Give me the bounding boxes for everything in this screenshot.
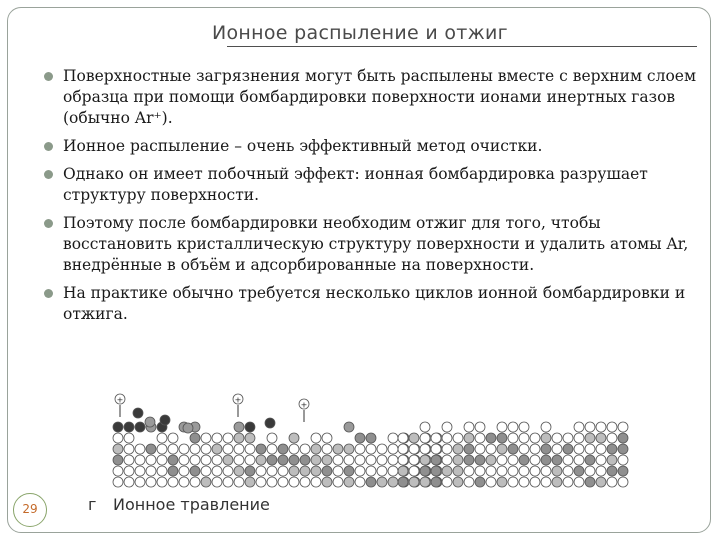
atom	[366, 444, 376, 454]
atom	[508, 477, 518, 487]
atom	[585, 477, 595, 487]
atom	[409, 455, 419, 465]
atom	[607, 477, 617, 487]
atom	[596, 477, 606, 487]
bullet-text: Однако он имеет побочный эффект: ионная бомбардировка разрушает структуру поверхности.	[63, 165, 648, 204]
atom	[135, 455, 145, 465]
atom	[398, 433, 408, 443]
atom	[113, 466, 123, 476]
bullet-icon	[44, 289, 53, 298]
adsorbed-atom	[124, 422, 134, 432]
sputtered-atom	[265, 418, 275, 428]
atom	[442, 444, 452, 454]
atom	[124, 433, 134, 443]
atom	[377, 477, 387, 487]
atom	[124, 455, 134, 465]
atom	[256, 444, 266, 454]
atom	[179, 477, 189, 487]
atom	[442, 455, 452, 465]
bullet-text: Ионное распыление – очень эффективный метод очистки.	[63, 137, 543, 155]
atom	[289, 433, 299, 443]
atom	[409, 477, 419, 487]
atom	[377, 466, 387, 476]
bullet-item	[42, 164, 702, 206]
atom	[409, 433, 419, 443]
atom	[322, 444, 332, 454]
atom	[607, 455, 617, 465]
atom	[212, 455, 222, 465]
atom	[552, 444, 562, 454]
sputtered-atom	[133, 408, 143, 418]
ion-charge-label: +	[116, 395, 124, 405]
atom	[278, 466, 288, 476]
atom	[212, 433, 222, 443]
atom	[355, 444, 365, 454]
atom	[574, 477, 584, 487]
atom	[475, 444, 485, 454]
atom	[245, 433, 255, 443]
atom	[245, 455, 255, 465]
atom	[322, 477, 332, 487]
atom	[541, 444, 551, 454]
atom	[388, 455, 398, 465]
bullet-text: Поэтому после бомбардировки необходим отжиг для того, чтобы восстановить кристаллическую структуру поверхности и удалить атомы Ar, внедрённые в объём и адсорбированные на поверхности.	[63, 214, 689, 274]
atom	[398, 477, 408, 487]
sputtered-atom	[145, 417, 155, 427]
ion-charge-label: +	[234, 395, 242, 405]
atom	[519, 455, 529, 465]
surface-atom	[464, 422, 474, 432]
atom	[344, 444, 354, 454]
surface-atom	[420, 422, 430, 432]
atom	[190, 477, 200, 487]
atom	[157, 455, 167, 465]
atom	[311, 466, 321, 476]
atom	[552, 466, 562, 476]
atom	[530, 466, 540, 476]
atom	[420, 455, 430, 465]
atom	[267, 455, 277, 465]
atom	[420, 444, 430, 454]
atom	[278, 444, 288, 454]
atom	[388, 466, 398, 476]
atom	[519, 466, 529, 476]
atom	[355, 466, 365, 476]
atom	[497, 444, 507, 454]
atom	[574, 444, 584, 454]
atom	[453, 433, 463, 443]
atom	[267, 477, 277, 487]
atom	[355, 455, 365, 465]
atom	[377, 444, 387, 454]
atom	[157, 444, 167, 454]
atom	[563, 455, 573, 465]
atom	[157, 477, 167, 487]
atom	[431, 466, 441, 476]
atom	[146, 477, 156, 487]
atom	[135, 477, 145, 487]
atom	[366, 477, 376, 487]
bullet-item	[42, 136, 702, 157]
atom	[431, 444, 441, 454]
adsorbed-atom	[245, 422, 255, 432]
bullet-icon	[44, 219, 53, 228]
atom	[245, 444, 255, 454]
atom	[146, 455, 156, 465]
atom	[508, 455, 518, 465]
atom	[431, 477, 441, 487]
atom	[541, 433, 551, 443]
atom	[563, 433, 573, 443]
atom	[355, 433, 365, 443]
atom	[442, 433, 452, 443]
figure-caption: Ионное травление	[113, 495, 270, 514]
atom	[201, 444, 211, 454]
atom	[278, 477, 288, 487]
atom	[113, 455, 123, 465]
atom	[245, 477, 255, 487]
adsorbed-atom	[113, 422, 123, 432]
atom	[453, 455, 463, 465]
atom	[289, 466, 299, 476]
atom	[289, 477, 299, 487]
atom	[486, 444, 496, 454]
atom	[300, 444, 310, 454]
surface-atom	[497, 422, 507, 432]
atom	[146, 466, 156, 476]
atom	[311, 433, 321, 443]
atom	[267, 444, 277, 454]
atom	[124, 477, 134, 487]
atom	[486, 477, 496, 487]
atom	[475, 455, 485, 465]
atom	[256, 466, 266, 476]
atom	[453, 444, 463, 454]
atom	[585, 444, 595, 454]
slide-title: Ионное распыление и отжиг	[212, 22, 508, 44]
surface-atom	[519, 422, 529, 432]
atom	[124, 444, 134, 454]
bullet-icon	[44, 170, 53, 179]
atom	[234, 477, 244, 487]
atom	[508, 433, 518, 443]
atom	[475, 466, 485, 476]
page-number: 29	[13, 493, 47, 527]
atom	[179, 444, 189, 454]
atom	[464, 444, 474, 454]
atom	[530, 433, 540, 443]
atom	[409, 444, 419, 454]
surface-atom	[596, 422, 606, 432]
atom	[366, 455, 376, 465]
sputtered-atom	[160, 415, 170, 425]
atom	[157, 433, 167, 443]
atom	[618, 433, 628, 443]
atom	[201, 433, 211, 443]
sputtered-lattice	[113, 422, 442, 487]
atom	[388, 444, 398, 454]
atom	[311, 477, 321, 487]
atom	[234, 466, 244, 476]
atom	[574, 455, 584, 465]
atom	[234, 455, 244, 465]
atom	[497, 433, 507, 443]
atom	[574, 433, 584, 443]
atom	[530, 444, 540, 454]
atom	[146, 444, 156, 454]
atom	[234, 433, 244, 443]
atom	[212, 444, 222, 454]
atom	[201, 477, 211, 487]
surface-atom	[541, 422, 551, 432]
atom	[596, 444, 606, 454]
atom	[453, 477, 463, 487]
surface-atom	[585, 422, 595, 432]
atom	[190, 444, 200, 454]
atom	[519, 433, 529, 443]
atom	[223, 444, 233, 454]
atom	[475, 477, 485, 487]
atom	[113, 444, 123, 454]
atom	[563, 444, 573, 454]
atom	[563, 477, 573, 487]
atom	[519, 444, 529, 454]
atom	[289, 455, 299, 465]
atom	[497, 477, 507, 487]
annealed-lattice	[398, 422, 628, 487]
atom	[333, 477, 343, 487]
atom	[223, 466, 233, 476]
atom	[563, 466, 573, 476]
atom	[596, 455, 606, 465]
surface-atom	[607, 422, 617, 432]
bullet-text: Поверхностные загрязнения могут быть распылены вместе с верхним слоем образца при помощи бомбардировки поверхности ионами инертных газов (обычно Ar⁺).	[63, 67, 697, 127]
atom	[168, 466, 178, 476]
atom	[508, 444, 518, 454]
sputtered-atom	[183, 423, 193, 433]
atom	[486, 466, 496, 476]
atom	[486, 455, 496, 465]
figure-label: г	[88, 495, 97, 514]
atom	[377, 455, 387, 465]
atom	[366, 433, 376, 443]
atom	[201, 455, 211, 465]
atom	[585, 455, 595, 465]
atom	[322, 433, 332, 443]
atom	[585, 433, 595, 443]
atom	[519, 477, 529, 487]
atom	[453, 466, 463, 476]
atom	[278, 455, 288, 465]
atom	[552, 455, 562, 465]
adsorbed-atom	[344, 422, 354, 432]
atom	[256, 455, 266, 465]
atom	[398, 444, 408, 454]
atom	[552, 477, 562, 487]
atom	[234, 444, 244, 454]
atom	[256, 477, 266, 487]
atom	[168, 477, 178, 487]
atom	[420, 466, 430, 476]
atom	[245, 466, 255, 476]
atom	[464, 466, 474, 476]
bullet-item	[42, 213, 702, 276]
atom	[388, 433, 398, 443]
atom	[223, 477, 233, 487]
surface-atom	[442, 422, 452, 432]
atom	[267, 433, 277, 443]
atom	[388, 477, 398, 487]
atom	[300, 466, 310, 476]
atom	[212, 466, 222, 476]
atom	[486, 433, 496, 443]
atom	[300, 477, 310, 487]
atom	[344, 455, 354, 465]
atom	[201, 466, 211, 476]
atom	[300, 455, 310, 465]
atom	[464, 477, 474, 487]
atom	[124, 466, 134, 476]
atom	[574, 466, 584, 476]
atom	[333, 455, 343, 465]
atom	[355, 477, 365, 487]
atom	[497, 455, 507, 465]
atom	[311, 444, 321, 454]
atom	[113, 433, 123, 443]
atom	[442, 477, 452, 487]
atom	[618, 466, 628, 476]
atom	[168, 444, 178, 454]
atom	[344, 477, 354, 487]
atom	[618, 444, 628, 454]
bullet-list	[42, 66, 702, 332]
ion-charge-label: +	[300, 400, 308, 410]
atom	[431, 455, 441, 465]
atom	[618, 477, 628, 487]
surface-atom	[574, 422, 584, 432]
atom	[366, 466, 376, 476]
atom	[464, 433, 474, 443]
atom	[585, 466, 595, 476]
ion-etching-illustration	[0, 385, 720, 525]
title-underline	[227, 46, 697, 47]
atom	[607, 433, 617, 443]
atom	[530, 477, 540, 487]
atom	[596, 433, 606, 443]
atom	[497, 466, 507, 476]
atom	[322, 455, 332, 465]
atom	[508, 466, 518, 476]
atom	[541, 466, 551, 476]
atom	[190, 466, 200, 476]
atom	[322, 466, 332, 476]
atom	[333, 444, 343, 454]
atom	[607, 444, 617, 454]
atom	[541, 477, 551, 487]
atom	[596, 466, 606, 476]
atom	[311, 455, 321, 465]
atom	[168, 433, 178, 443]
atom	[190, 433, 200, 443]
atom	[431, 433, 441, 443]
bullet-item	[42, 66, 702, 129]
atom	[113, 477, 123, 487]
atom	[530, 455, 540, 465]
atom	[179, 466, 189, 476]
bullet-icon	[44, 72, 53, 81]
atom	[289, 444, 299, 454]
atom	[135, 466, 145, 476]
atom	[420, 433, 430, 443]
atom	[212, 477, 222, 487]
bullet-icon	[44, 142, 53, 151]
atom	[267, 466, 277, 476]
atom	[179, 455, 189, 465]
atom	[552, 433, 562, 443]
atom	[541, 455, 551, 465]
atom	[190, 455, 200, 465]
atom	[475, 433, 485, 443]
atom	[409, 466, 419, 476]
atom	[135, 444, 145, 454]
atom	[398, 466, 408, 476]
atom	[223, 433, 233, 443]
surface-atom	[475, 422, 485, 432]
atom	[157, 466, 167, 476]
atom	[223, 455, 233, 465]
atom	[398, 455, 408, 465]
bullet-text: На практике обычно требуется несколько циклов ионной бомбардировки и отжига.	[63, 284, 686, 323]
bullet-item	[42, 283, 702, 325]
atom	[420, 477, 430, 487]
atom	[607, 466, 617, 476]
surface-atom	[618, 422, 628, 432]
surface-atom	[508, 422, 518, 432]
atom	[618, 455, 628, 465]
atom	[168, 455, 178, 465]
atom	[344, 466, 354, 476]
atom	[464, 455, 474, 465]
atom	[442, 466, 452, 476]
atom	[333, 466, 343, 476]
adsorbed-atom	[234, 422, 244, 432]
adsorbed-atom	[135, 422, 145, 432]
